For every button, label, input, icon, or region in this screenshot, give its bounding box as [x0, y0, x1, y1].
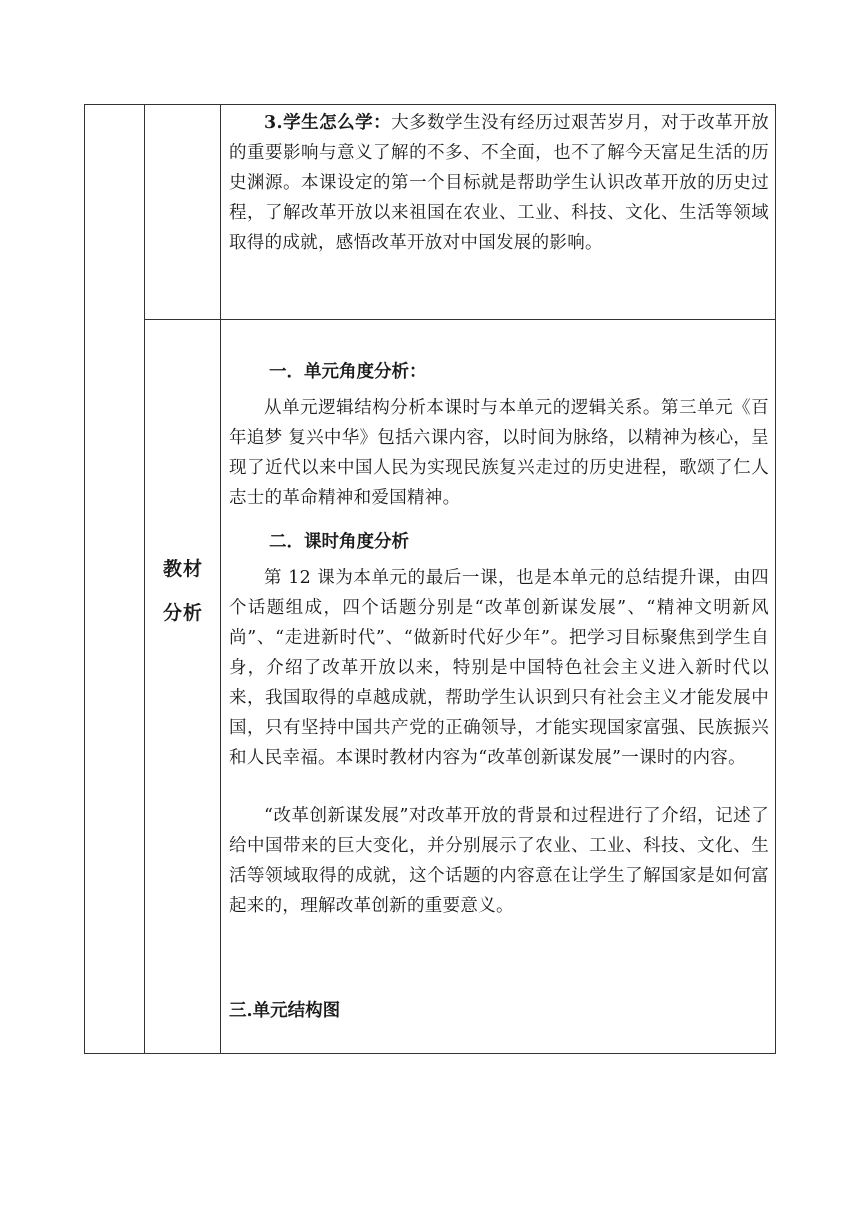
column-divider-1	[144, 104, 145, 1054]
unit-structure-heading: 三.单元结构图	[229, 1001, 341, 1021]
student-learning-paragraph	[229, 108, 769, 258]
lesson-analysis-body: 第 12 课为本单元的最后一课，也是本单元的总结提升课，由四个话题组成，四个话题分别是“改革创新谋发展”、“精神文明新风尚”、“走进新时代”、“做新时代好少年”。把学习目标聚焦到学生自身，介绍了改革开放以来，特别是中国特色社会主义进入新时代以来，我国取得的卓越成就，帮助学生认识到只有社会主义才能发展中国，只有坚持中国共产党的正确领导，才能实现国家富强、民族振兴和人民幸福。本课时教材内容为“改革创新谋发展”一课时的内容。	[229, 568, 769, 768]
lesson-analysis-heading: 二．课时角度分析	[269, 532, 409, 552]
section-label-line2: 分析	[162, 602, 203, 624]
table-top-border	[84, 104, 776, 105]
section-label-line1: 教材	[162, 558, 203, 580]
column-divider-2	[220, 104, 221, 1054]
unit-analysis-body: 从单元逻辑结构分析本课时与本单元的逻辑关系。第三单元《百年追梦 复兴中华》包括六课内容，以时间为脉络，以精神为核心，呈现了近代以来中国人民为实现民族复兴走过的历史进程，歌颂了仁人志士的革命精神和爱国精神。	[229, 398, 769, 508]
table-left-border	[84, 104, 85, 1054]
row-divider	[144, 319, 776, 320]
unit-analysis-heading: 一．单元角度分析：	[269, 362, 427, 382]
student-learning-heading: 3.学生怎么学：	[264, 113, 392, 133]
table-bottom-border	[84, 1053, 776, 1054]
table-right-border	[775, 104, 776, 1054]
section-label	[150, 547, 216, 635]
student-learning-body: 大多数学生没有经历过艰苦岁月，对于改革开放的重要影响与意义了解的不多、不全面，也不了解今天富足生活的历史渊源。本课设定的第一个目标就是帮助学生认识改革开放的历史过程，了解改革开放以来祖国在农业、工业、科技、文化、生活等领域取得的成就，感悟改革开放对中国发展的影响。	[229, 113, 769, 253]
topic-analysis-body: “改革创新谋发展”对改革开放的背景和过程进行了介绍，记述了给中国带来的巨大变化，并分别展示了农业、工业、科技、文化、生活等领域取得的成就，这个话题的内容意在让学生了解国家是如何富起来的，理解改革创新的重要意义。	[229, 806, 769, 916]
